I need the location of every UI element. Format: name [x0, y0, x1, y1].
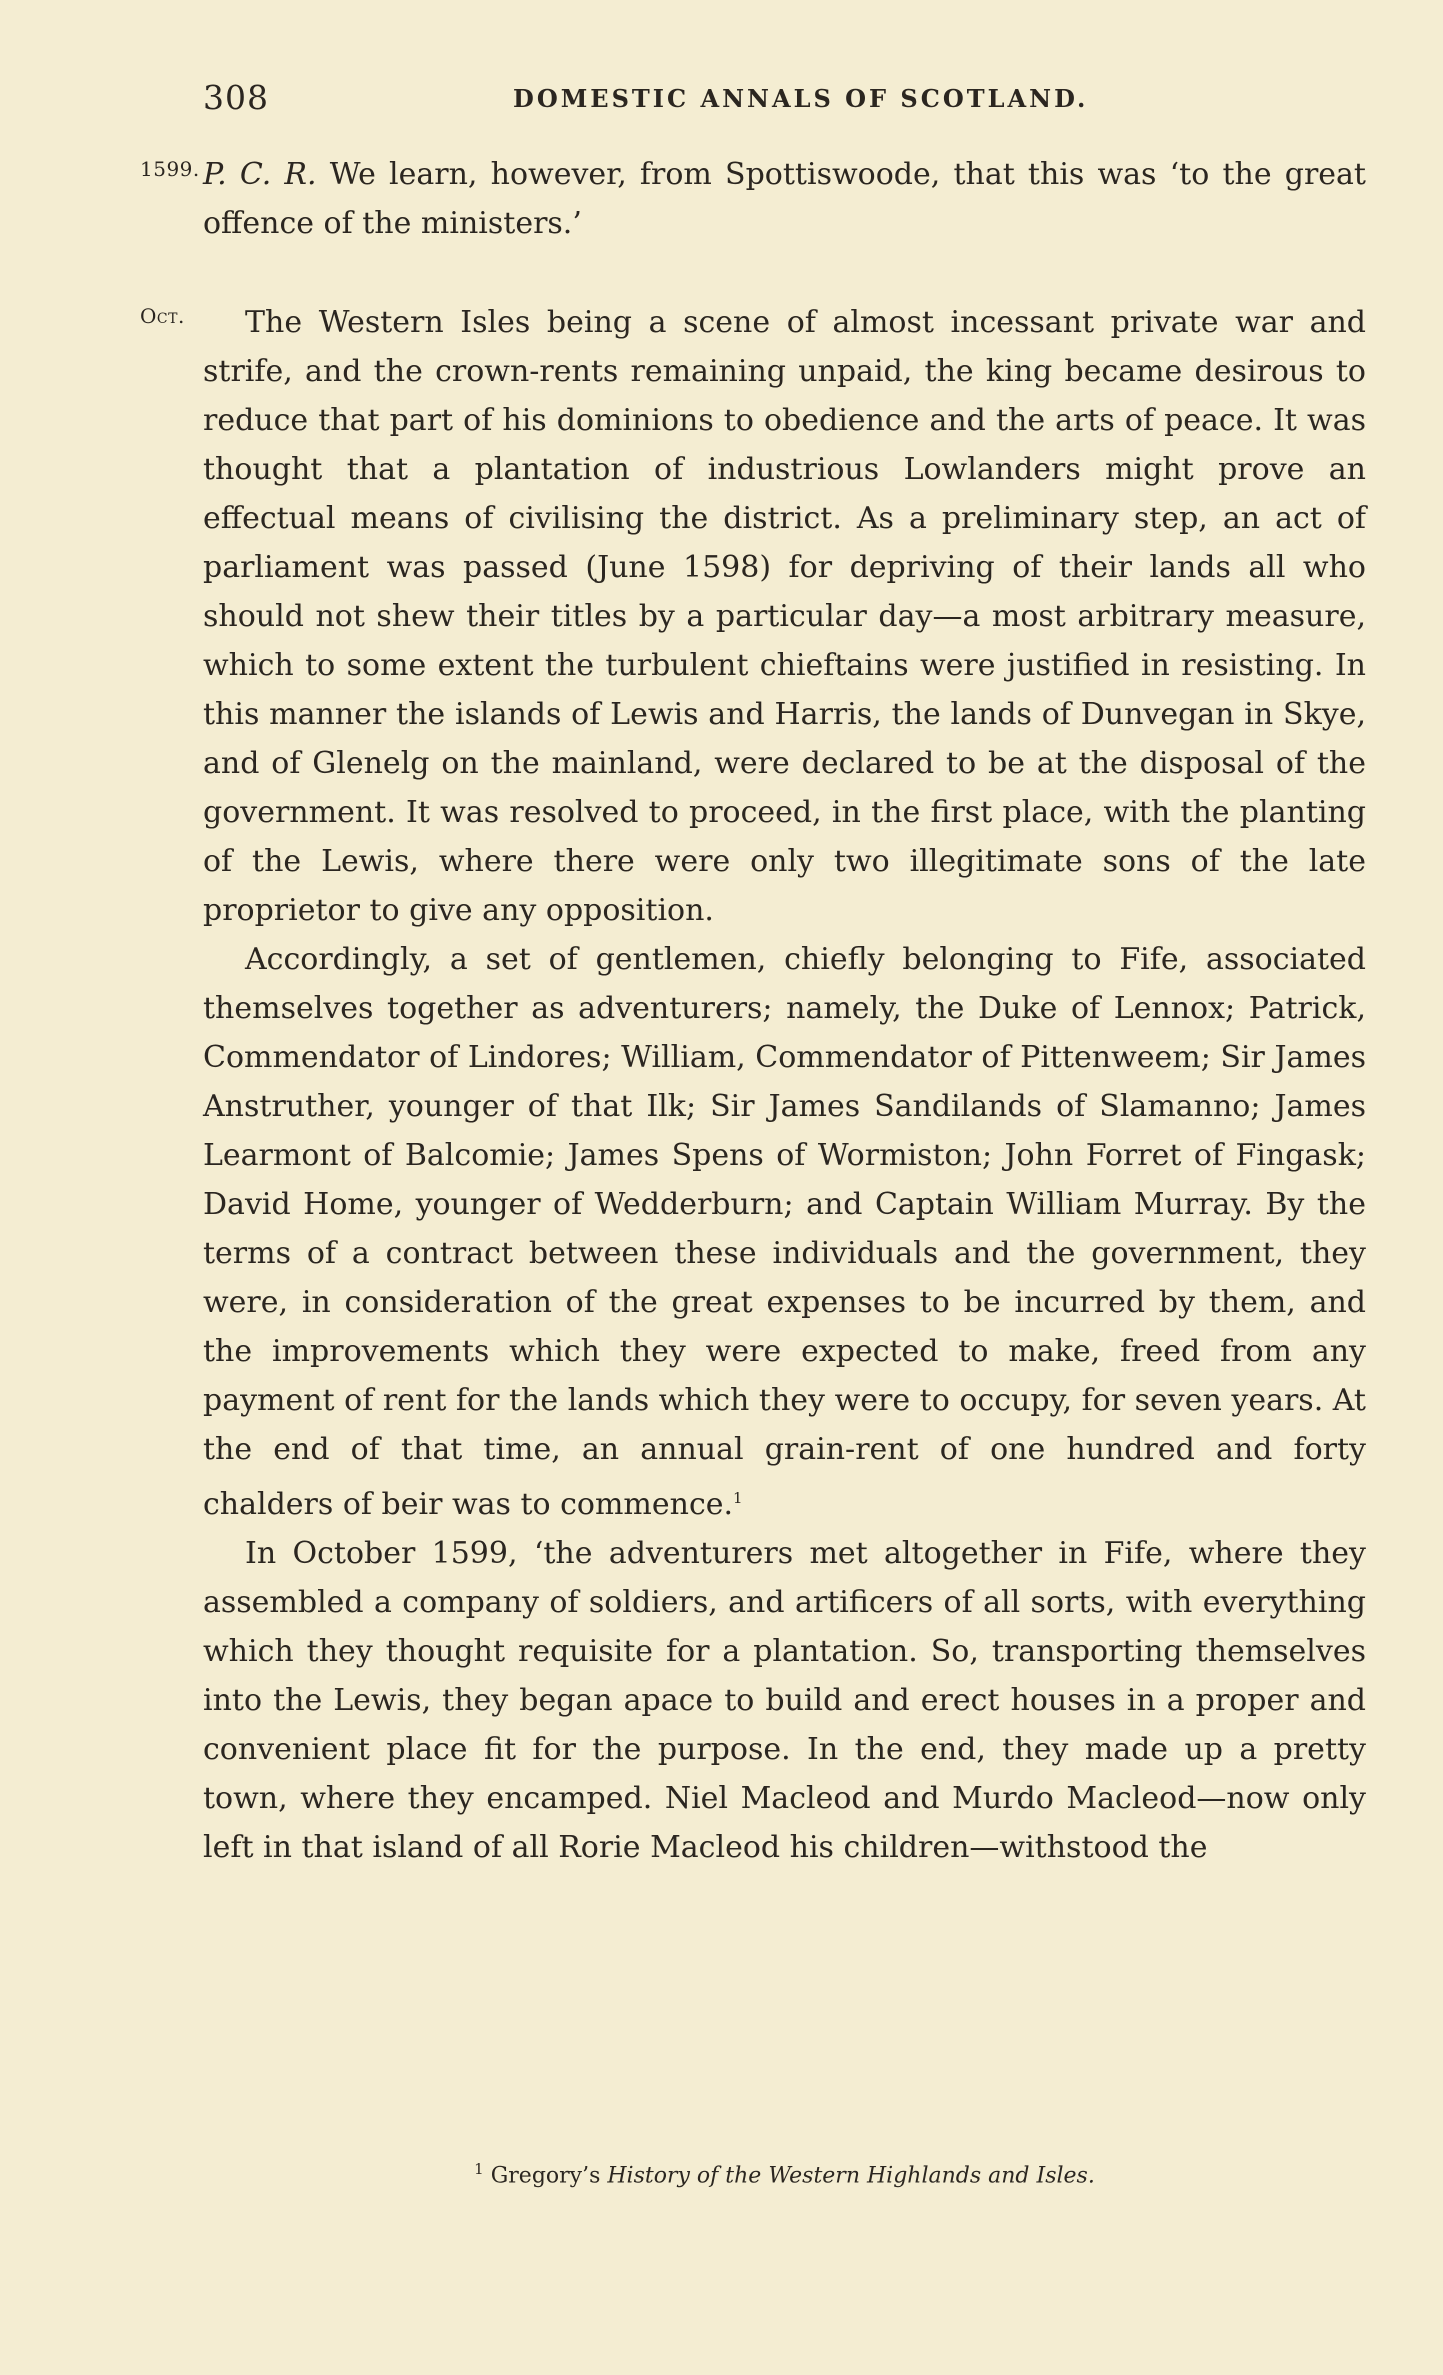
page-number: 308 — [203, 78, 269, 117]
paragraph-2: The Western Isles being a scene of almost incessant private war and strife, and the crown-rents remaining unpaid, the king became desirous to reduce that part of his dominions to obedience and the arts of peace. It was thought that a plantation of industrious Lowlanders might prove an effectual means of civilising the district. As a preliminary step, an act of parliament was passed (June 1598) for depriving of their lands all who should not shew their titles by a particular day—a most arbitrary measure, which to some extent the turbulent chieftains were justified in resisting. In this manner the islands of Lewis and Harris, the lands of Dunvegan in Skye, and of Glenelg on the mainland, were declared to be at the disposal of the government. It was resolved to proceed, in the first place, with the planting of the Lewis, where there were only two illegitimate sons of the late proprietor to give any opposition. — [203, 305, 1366, 928]
footnote-title: History of the Western Highlands and Isles. — [607, 2163, 1095, 2189]
running-head — [203, 78, 1358, 126]
paragraph-1 — [203, 150, 1366, 248]
main-text — [203, 298, 1366, 1872]
running-title: DOMESTIC ANNALS OF SCOTLAND. — [513, 84, 1089, 113]
footnote-mark: 1 — [474, 2160, 484, 2178]
paragraph-3 — [203, 935, 1366, 1529]
margin-note-month: Oct. — [140, 304, 185, 328]
footnote-author: Gregory’s — [490, 2163, 601, 2189]
footnote — [203, 2160, 1366, 2188]
footnote-reference: 1 — [733, 1489, 743, 1507]
paragraph-4: In October 1599, ‘the adventurers met altogether in Fife, where they assembled a company of soldiers, and artificers of all sorts, with everything which they thought requisite for a plantation. So, transporting themselves into the Lewis, they began apace to build and erect houses in a proper and convenient place fit for the purpose. In the end, they made up a pretty town, where they encamped. Niel Macleod and Murdo Macleod—now only left in that island of all Rorie Macleod his children—withstood the — [203, 1536, 1366, 1865]
paragraph-1-text: We learn, however, from Spottiswoode, that this was ‘to the great offence of the ministers.’ — [203, 157, 1366, 241]
source-citation: P. C. R. — [203, 157, 317, 192]
paragraph-3-text: Accordingly, a set of gentlemen, chiefly belonging to Fife, associated themselves together as adventurers; namely, the Duke of Lennox; Patrick, Commendator of Lindores; William, Commendator of Pittenweem; Sir James Anstruther, younger of that Ilk; Sir James Sandilands of Slamanno; James Learmont of Balcomie; James Spens of Wormiston; John Forret of Fingask; David Home, younger of Wedderburn; and Captain William Murray. By the terms of a contract between these individuals and the government, they were, in consideration of the great expenses to be incurred by them, and the improvements which they were expected to make, freed from any payment of rent for the lands which they were to occupy, for seven years. At the end of that time, an annual grain-rent of one hundred and forty chalders of beir was to commence. — [203, 942, 1366, 1522]
margin-note-year: 1599. — [140, 157, 200, 181]
